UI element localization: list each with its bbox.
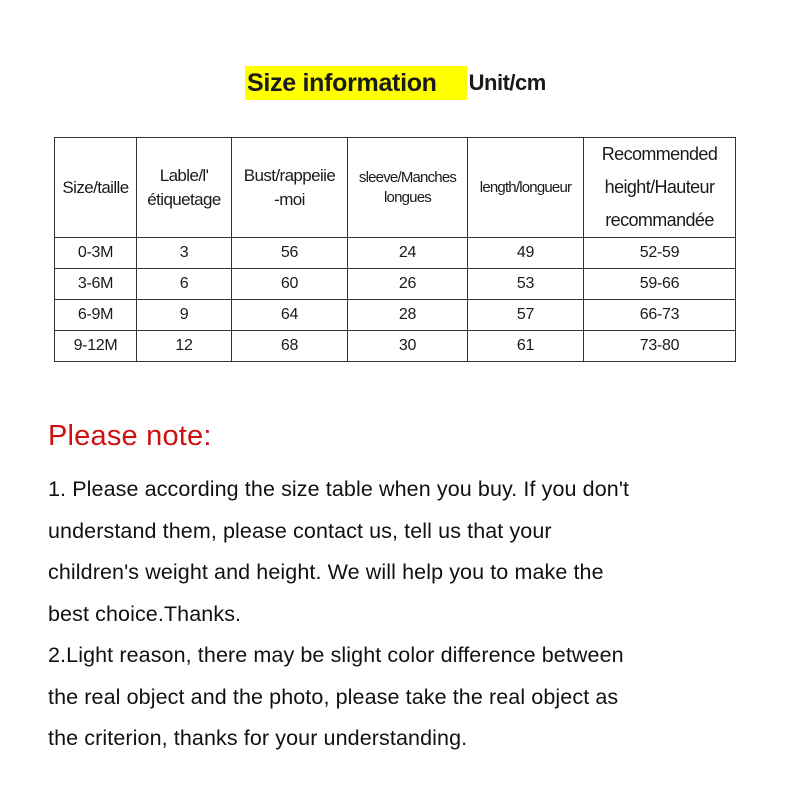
cell-height: 73-80 <box>584 331 736 362</box>
title-row <box>245 66 546 100</box>
size-table <box>54 137 736 362</box>
cell-bust: 64 <box>232 300 348 331</box>
cell-label: 3 <box>137 238 232 269</box>
cell-length: 57 <box>468 300 584 331</box>
header-label: Lable/l' étiquetage <box>137 138 232 238</box>
cell-size: 6-9M <box>55 300 137 331</box>
note-body <box>48 469 768 760</box>
note-line: the criterion, thanks for your understanding. <box>48 726 468 750</box>
cell-height: 59-66 <box>584 269 736 300</box>
cell-sleeve: 30 <box>348 331 468 362</box>
table-header-row <box>55 138 736 238</box>
cell-height: 52-59 <box>584 238 736 269</box>
table-row <box>55 300 736 331</box>
page-title: Size information <box>245 66 467 100</box>
cell-sleeve: 28 <box>348 300 468 331</box>
table-row <box>55 238 736 269</box>
cell-height: 66-73 <box>584 300 736 331</box>
header-bust: Bust/rappeiie -moi <box>232 138 348 238</box>
note-line: 1. Please according the size table when you buy. If you don't <box>48 477 630 501</box>
cell-length: 53 <box>468 269 584 300</box>
cell-length: 61 <box>468 331 584 362</box>
cell-length: 49 <box>468 238 584 269</box>
unit-label: Unit/cm <box>468 70 546 95</box>
cell-sleeve: 26 <box>348 269 468 300</box>
cell-sleeve: 24 <box>348 238 468 269</box>
cell-bust: 56 <box>232 238 348 269</box>
table-row <box>55 269 736 300</box>
cell-size: 9-12M <box>55 331 137 362</box>
cell-size: 3-6M <box>55 269 137 300</box>
header-size: Size/taille <box>55 138 137 238</box>
table-row <box>55 331 736 362</box>
cell-label: 6 <box>137 269 232 300</box>
header-sleeve: sleeve/Manches longues <box>348 138 468 238</box>
note-line: 2.Light reason, there may be slight color difference between <box>48 643 624 667</box>
note-heading: Please note: <box>48 420 212 452</box>
cell-label: 9 <box>137 300 232 331</box>
cell-label: 12 <box>137 331 232 362</box>
cell-bust: 68 <box>232 331 348 362</box>
note-line: understand them, please contact us, tell us that your <box>48 518 552 543</box>
cell-bust: 60 <box>232 269 348 300</box>
note-line: the real object and the photo, please take the real object as <box>48 684 619 709</box>
cell-size: 0-3M <box>55 238 137 269</box>
header-height: Recommended height/Hauteur recommandée <box>584 138 736 238</box>
note-line: children's weight and height. We will help you to make the <box>48 560 604 584</box>
header-length: length/longueur <box>468 138 584 238</box>
note-line: best choice.Thanks. <box>48 601 242 626</box>
